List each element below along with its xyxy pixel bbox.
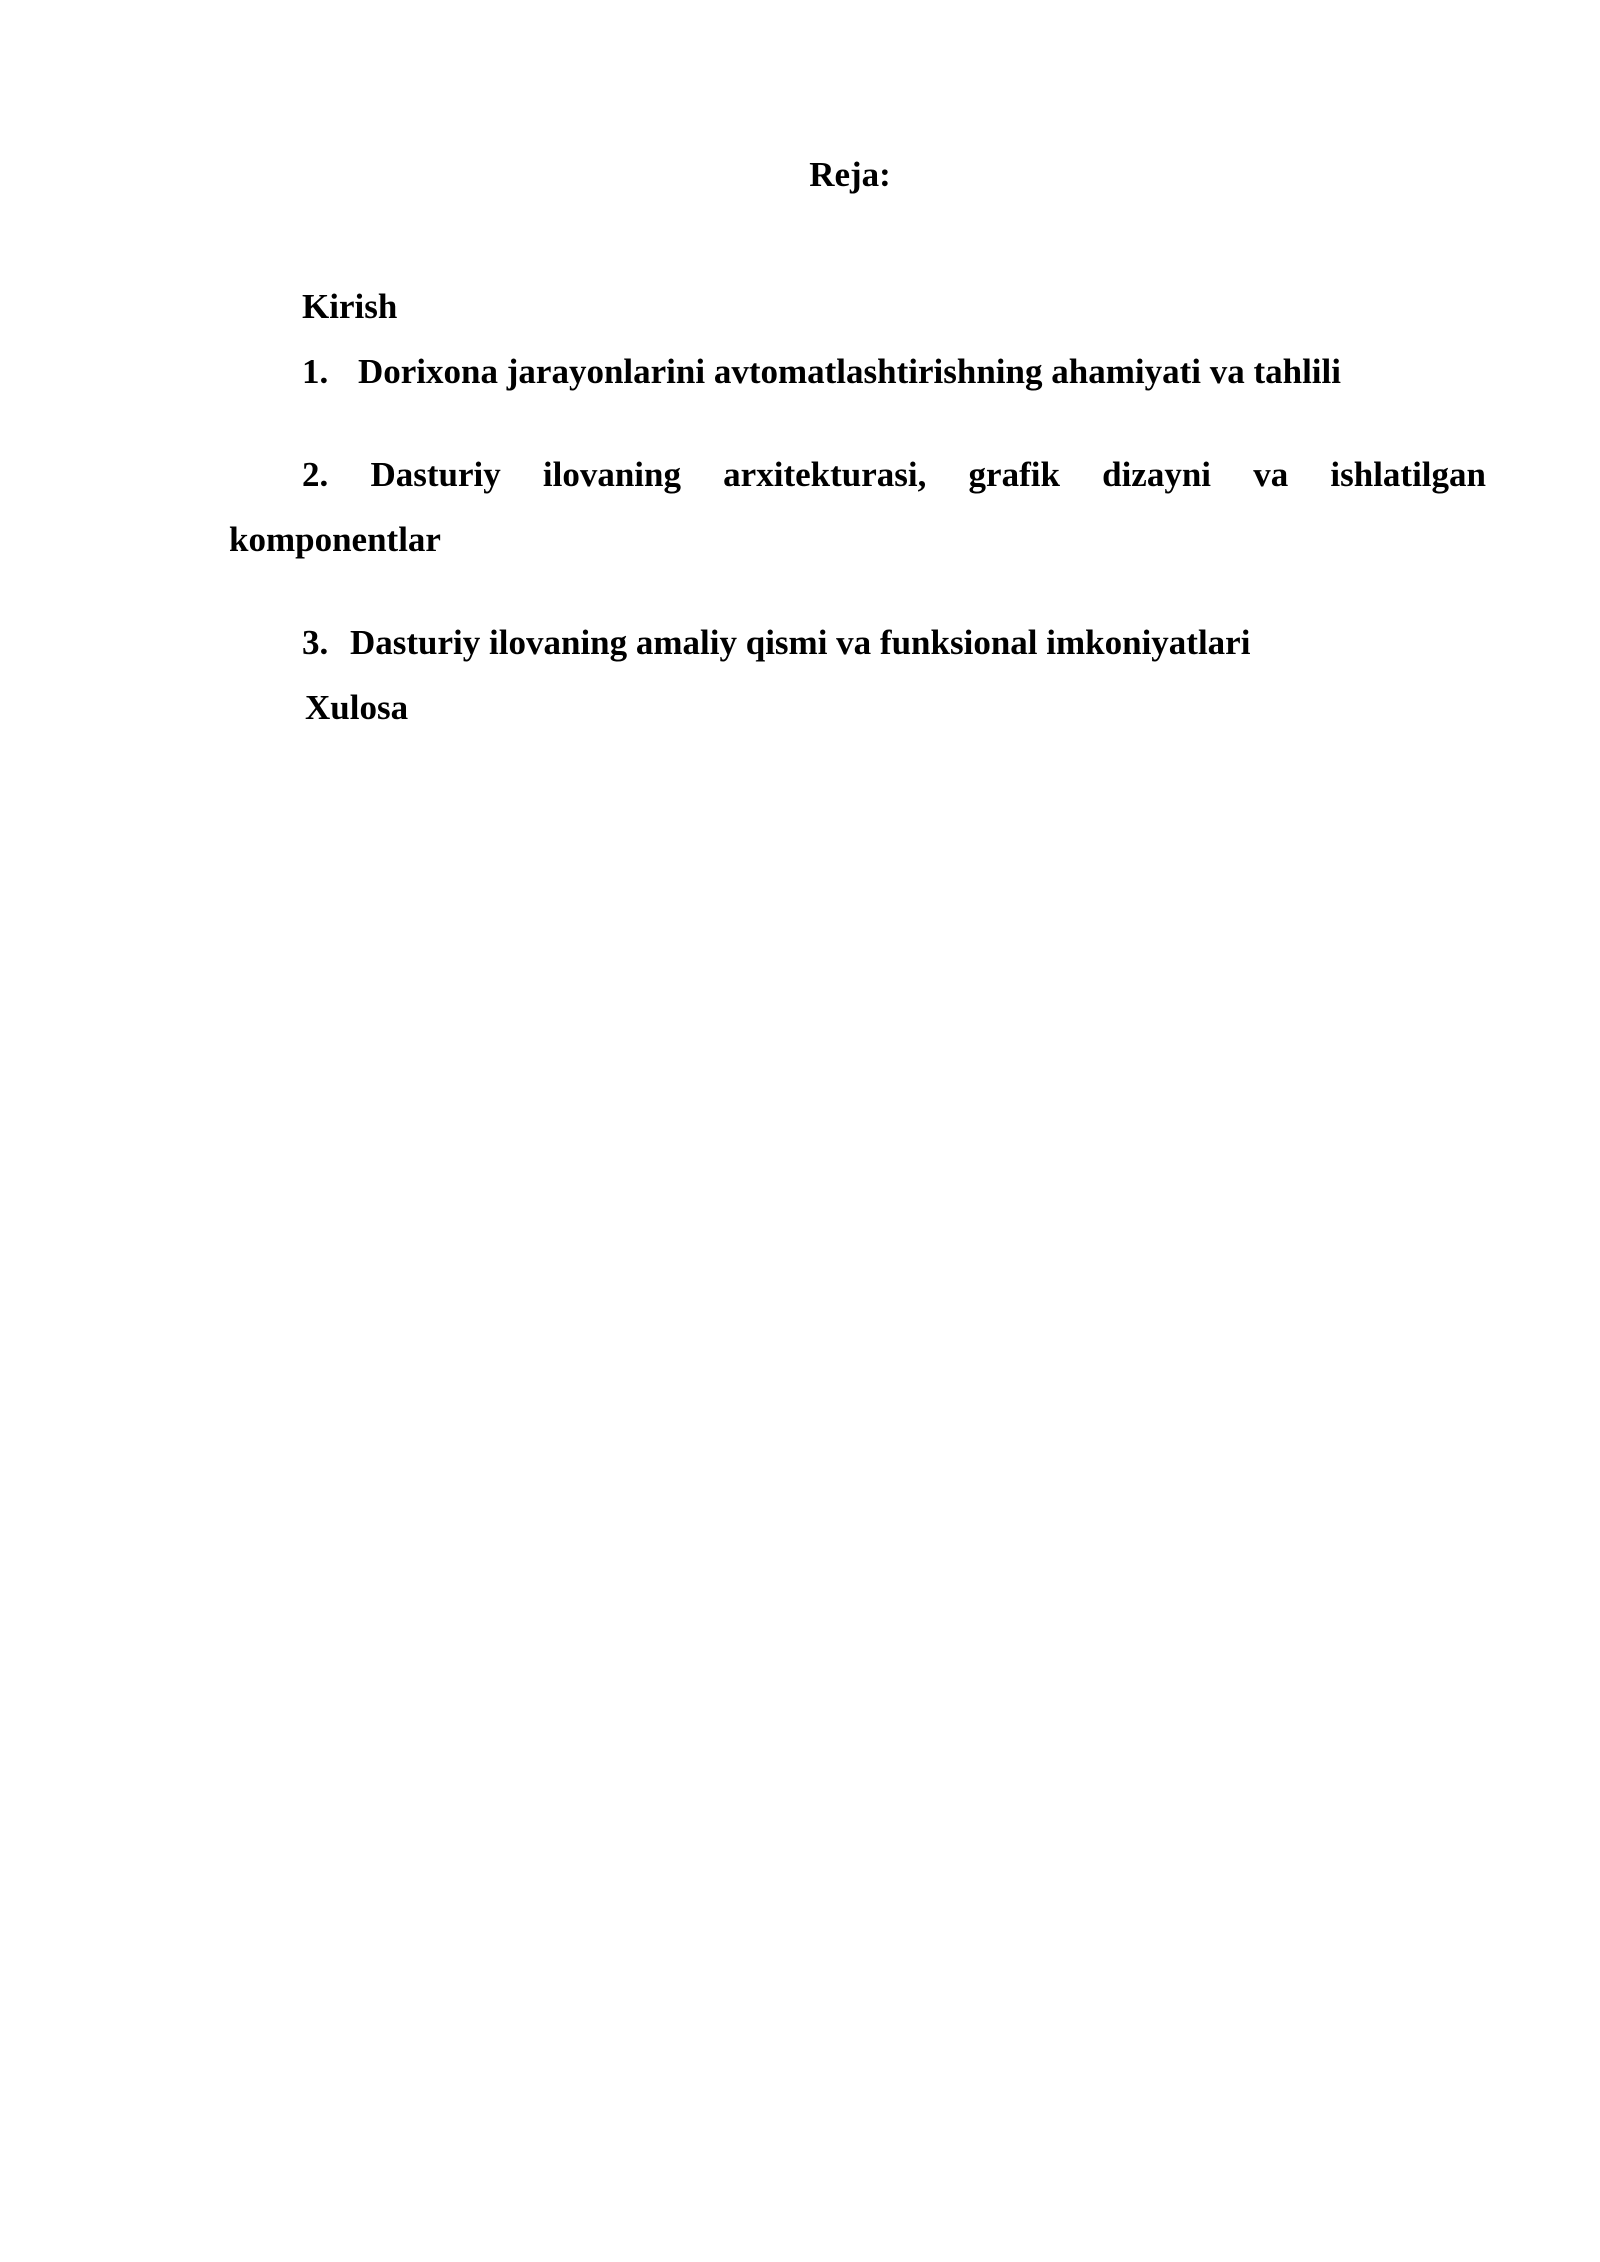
- page-title: Reja:: [809, 155, 891, 194]
- toc-item-1: [302, 347, 1341, 397]
- toc-item-3: [302, 618, 1250, 668]
- toc-item-number: 1.: [302, 352, 329, 391]
- toc-item-xulosa: Xulosa: [305, 688, 409, 727]
- toc-item-number: 3.: [302, 623, 329, 662]
- toc-item-label-line1: Dasturiy ilovaning arxitekturasi, grafik dizayni va ishlatilgan: [370, 455, 1486, 494]
- toc-item-2: [302, 450, 1486, 500]
- toc-item-label: Dorixona jarayonlarini avtomatlashtirishning ahamiyati va tahlili: [358, 352, 1341, 391]
- toc-item-number: 2.: [302, 455, 329, 494]
- toc-item-label: Dasturiy ilovaning amaliy qismi va funksional imkoniyatlari: [350, 623, 1251, 662]
- toc-item-kirish: Kirish: [302, 287, 398, 326]
- toc-item-label-line2: komponentlar: [229, 520, 441, 559]
